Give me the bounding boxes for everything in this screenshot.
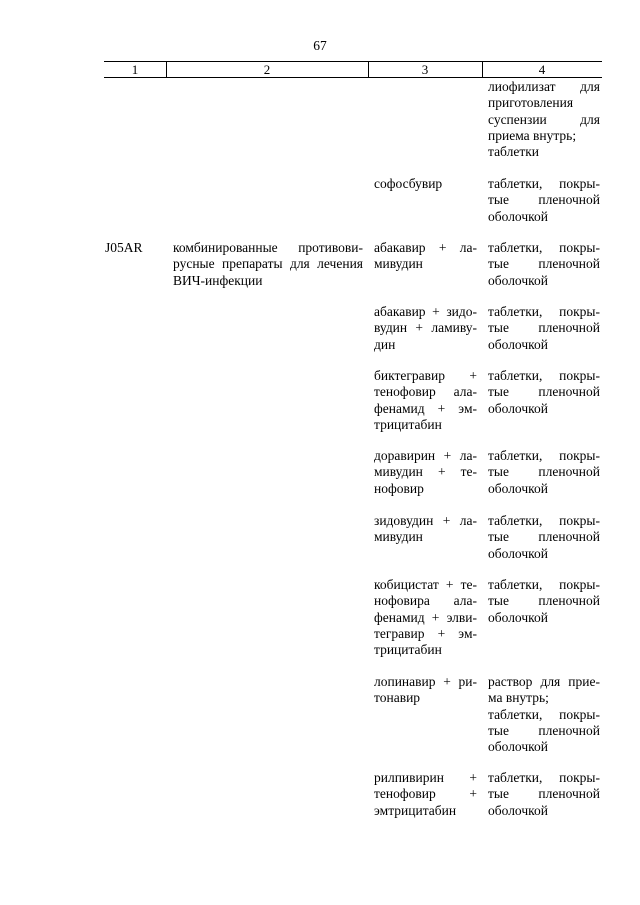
text-line: таблетки, покры-	[488, 513, 600, 528]
text-line: трицитабин	[374, 416, 442, 432]
drug-name	[374, 176, 477, 192]
dosage-form	[488, 674, 600, 755]
text-line: суспензии для	[488, 111, 600, 127]
text-line: оболочкой	[488, 545, 548, 561]
text-line: тые пленочной	[488, 529, 600, 545]
text-line: тые пленочной	[488, 464, 600, 480]
text-line: рилпивирин +	[374, 770, 477, 785]
drug-name	[374, 304, 477, 353]
text-line: таблетки, покры-	[488, 706, 600, 722]
text-line: вудин + ламиву-	[374, 320, 477, 336]
text-line: фенамид + эм-	[374, 400, 477, 416]
dosage-form	[488, 368, 600, 417]
text-line: тые пленочной	[488, 320, 600, 336]
text-line: оболочкой	[488, 400, 548, 416]
text-line: нофовира ала-	[374, 593, 477, 609]
text-line: оболочкой	[488, 739, 548, 755]
dosage-form	[488, 770, 600, 819]
text-line: тые пленочной	[488, 192, 600, 208]
text-line: мивудин + те-	[374, 464, 477, 480]
text-line: оболочкой	[488, 272, 548, 288]
text-line: тые пленочной	[488, 384, 600, 400]
header-col-1: 1	[131, 62, 139, 77]
atc-code	[105, 240, 165, 256]
text-line: абакавир + ла-	[374, 240, 477, 255]
drug-name	[374, 368, 477, 433]
table-header-row	[104, 61, 602, 78]
header-col-4: 4	[538, 62, 546, 77]
text-line: нофовир	[374, 480, 424, 496]
text-line: приема внутрь;	[488, 127, 577, 143]
text-line: комбинированные противови-	[173, 240, 363, 255]
text-line: тые пленочной	[488, 786, 600, 802]
text-line: фенамид + элви-	[374, 609, 477, 625]
text-line: оболочкой	[488, 609, 548, 625]
text-line: тые пленочной	[488, 256, 600, 272]
drug-name	[374, 513, 477, 546]
dosage-form	[488, 240, 600, 289]
header-col-3: 3	[421, 62, 429, 77]
text-line: таблетки, покры-	[488, 448, 600, 463]
text-line: таблетки, покры-	[488, 770, 600, 785]
text-line: биктегравир +	[374, 368, 477, 383]
text-line: тонавир	[374, 690, 421, 706]
text-line: тегравир + эм-	[374, 625, 477, 641]
text-line: тые пленочной	[488, 722, 600, 738]
drug-name	[374, 240, 477, 273]
text-line: доравирин + ла-	[374, 448, 477, 463]
text-line: зидовудин + ла-	[374, 513, 477, 528]
text-line: лиофилизат для	[488, 79, 600, 94]
text-line: оболочкой	[488, 802, 548, 818]
text-line: таблетки, покры-	[488, 304, 600, 319]
text-line: J05AR	[105, 240, 143, 255]
dosage-form	[488, 176, 600, 225]
text-line: раствор для прие-	[488, 674, 600, 689]
drug-name	[374, 577, 477, 658]
text-line: кобицистат + те-	[374, 577, 477, 592]
text-line: абакавир + зидо-	[374, 304, 477, 319]
text-line: оболочкой	[488, 480, 548, 496]
text-line: ВИЧ-инфекции	[173, 272, 263, 288]
text-line: русные препараты для лечения	[173, 256, 363, 272]
text-line: эмтрицитабин	[374, 802, 457, 818]
text-line: дин	[374, 336, 396, 352]
drug-name	[374, 770, 477, 819]
text-line: таблетки, покры-	[488, 240, 600, 255]
text-line: тенофовир +	[374, 786, 477, 802]
text-line: мивудин	[374, 256, 423, 272]
text-line: ма внутрь;	[488, 690, 549, 706]
text-line: мивудин	[374, 529, 423, 545]
text-line: трицитабин	[374, 642, 442, 658]
dosage-form	[488, 304, 600, 353]
text-line: приготовления	[488, 95, 574, 111]
continuation-dosage-form	[488, 79, 600, 160]
text-line: таблетки, покры-	[488, 176, 600, 191]
text-line: таблетки, покры-	[488, 577, 600, 592]
text-line: тые пленочной	[488, 593, 600, 609]
dosage-form	[488, 448, 600, 497]
text-line: лопинавир + ри-	[374, 674, 477, 689]
dosage-form	[488, 513, 600, 562]
text-line: оболочкой	[488, 208, 548, 224]
text-line: софосбувир	[374, 176, 443, 191]
text-line: таблетки, покры-	[488, 368, 600, 383]
drug-name	[374, 448, 477, 497]
drug-name	[374, 674, 477, 707]
atc-group-name	[173, 240, 363, 289]
text-line: таблетки	[488, 144, 540, 160]
page-number: 67	[313, 38, 327, 53]
text-line: тенофовир ала-	[374, 384, 477, 400]
header-col-2: 2	[263, 62, 271, 77]
dosage-form	[488, 577, 600, 626]
text-line: оболочкой	[488, 336, 548, 352]
